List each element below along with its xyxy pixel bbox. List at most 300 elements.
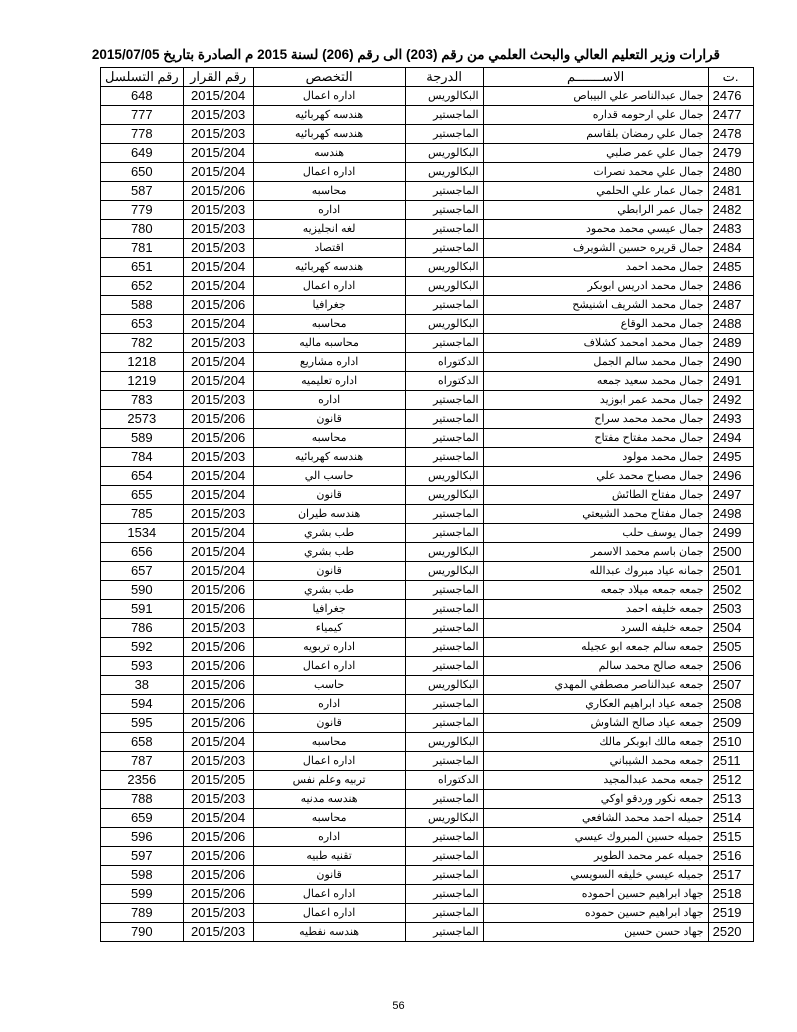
cell-decision: 2015/204: [183, 733, 253, 752]
cell-seq: 1534: [101, 524, 184, 543]
cell-name: جمعه مالك ابوبكر مالك: [483, 733, 708, 752]
cell-specialty: اداره تربويه: [253, 638, 405, 657]
cell-degree: الماجستير: [405, 429, 483, 448]
cell-num: 2487: [708, 296, 753, 315]
cell-degree: الماجستير: [405, 581, 483, 600]
cell-seq: 790: [101, 923, 184, 942]
cell-name: جمال علي رمضان بلقاسم: [483, 125, 708, 144]
cell-specialty: جغرافيا: [253, 600, 405, 619]
cell-name: جهاد ابراهيم حسين حموده: [483, 904, 708, 923]
cell-specialty: محاسبه: [253, 429, 405, 448]
cell-num: 2485: [708, 258, 753, 277]
header-specialty: التخصص: [253, 68, 405, 87]
cell-name: جمعه خليفه السرد: [483, 619, 708, 638]
cell-seq: 785: [101, 505, 184, 524]
cell-decision: 2015/204: [183, 562, 253, 581]
cell-name: جمال عمار علي الحلمي: [483, 182, 708, 201]
cell-seq: 587: [101, 182, 184, 201]
table-row: [101, 201, 754, 220]
table-row: [101, 182, 754, 201]
cell-num: 2480: [708, 163, 753, 182]
cell-decision: 2015/203: [183, 790, 253, 809]
cell-degree: الماجستير: [405, 106, 483, 125]
cell-name: جمال محمد ادريس ابوبكر: [483, 277, 708, 296]
cell-num: 2498: [708, 505, 753, 524]
cell-decision: 2015/206: [183, 410, 253, 429]
cell-specialty: اداره اعمال: [253, 885, 405, 904]
cell-specialty: محاسبه: [253, 315, 405, 334]
table-row: [101, 847, 754, 866]
cell-seq: 599: [101, 885, 184, 904]
cell-num: 2497: [708, 486, 753, 505]
cell-seq: 784: [101, 448, 184, 467]
cell-degree: الماجستير: [405, 220, 483, 239]
cell-specialty: اداره اعمال: [253, 904, 405, 923]
cell-num: 2496: [708, 467, 753, 486]
table-row: [101, 486, 754, 505]
cell-name: جمال محمد احمد: [483, 258, 708, 277]
cell-name: جمعه خليفه احمد: [483, 600, 708, 619]
cell-seq: 781: [101, 239, 184, 258]
cell-name: جمعه عبدالناصر مصطفي المهدي: [483, 676, 708, 695]
cell-name: جمال علي محمد نصرات: [483, 163, 708, 182]
cell-specialty: طب بشري: [253, 581, 405, 600]
cell-num: 2500: [708, 543, 753, 562]
cell-name: جمال محمد امحمد كشلاف: [483, 334, 708, 353]
cell-name: جمال قريره حسين الشويرف: [483, 239, 708, 258]
table-row: [101, 163, 754, 182]
table-row: [101, 904, 754, 923]
cell-specialty: هندسه كهربائيه: [253, 448, 405, 467]
cell-decision: 2015/204: [183, 258, 253, 277]
cell-decision: 2015/203: [183, 220, 253, 239]
cell-seq: 657: [101, 562, 184, 581]
cell-num: 2506: [708, 657, 753, 676]
cell-degree: الماجستير: [405, 391, 483, 410]
table-body: [101, 87, 754, 942]
table-row: [101, 87, 754, 106]
cell-degree: البكالوريس: [405, 486, 483, 505]
cell-decision: 2015/204: [183, 277, 253, 296]
cell-degree: الماجستير: [405, 505, 483, 524]
cell-name: جمال محمد الوقاع: [483, 315, 708, 334]
cell-seq: 598: [101, 866, 184, 885]
cell-num: 2492: [708, 391, 753, 410]
cell-degree: الماجستير: [405, 790, 483, 809]
cell-specialty: اداره اعمال: [253, 163, 405, 182]
table-row: [101, 866, 754, 885]
cell-seq: 2573: [101, 410, 184, 429]
cell-seq: 588: [101, 296, 184, 315]
cell-name: جميله احمد محمد الشافعي: [483, 809, 708, 828]
table-row: [101, 125, 754, 144]
cell-num: 2516: [708, 847, 753, 866]
cell-seq: 782: [101, 334, 184, 353]
cell-name: جمال محمد الشريف اشنيشح: [483, 296, 708, 315]
cell-num: 2481: [708, 182, 753, 201]
cell-decision: 2015/203: [183, 752, 253, 771]
cell-degree: الماجستير: [405, 125, 483, 144]
cell-seq: 652: [101, 277, 184, 296]
cell-decision: 2015/203: [183, 201, 253, 220]
cell-specialty: قانون: [253, 866, 405, 885]
cell-name: جمعه سالم جمعه ابو عجيله: [483, 638, 708, 657]
cell-specialty: هندسه كهربائيه: [253, 258, 405, 277]
table-row: [101, 334, 754, 353]
cell-specialty: محاسبه ماليه: [253, 334, 405, 353]
cell-specialty: هندسه كهربائيه: [253, 125, 405, 144]
cell-name: جمال مفتاح الطائش: [483, 486, 708, 505]
cell-decision: 2015/203: [183, 106, 253, 125]
cell-decision: 2015/204: [183, 144, 253, 163]
cell-seq: 780: [101, 220, 184, 239]
cell-specialty: اداره اعمال: [253, 87, 405, 106]
cell-degree: الماجستير: [405, 866, 483, 885]
cell-num: 2491: [708, 372, 753, 391]
cell-degree: البكالوريس: [405, 277, 483, 296]
cell-name: جمعه صالح محمد سالم: [483, 657, 708, 676]
cell-name: جمعه جمعه ميلاد جمعه: [483, 581, 708, 600]
cell-degree: البكالوريس: [405, 733, 483, 752]
cell-degree: الماجستير: [405, 657, 483, 676]
cell-decision: 2015/203: [183, 505, 253, 524]
cell-name: جهاد ابراهيم حسين احموده: [483, 885, 708, 904]
cell-degree: الماجستير: [405, 885, 483, 904]
cell-num: 2510: [708, 733, 753, 752]
cell-seq: 596: [101, 828, 184, 847]
table-row: [101, 524, 754, 543]
cell-decision: 2015/204: [183, 87, 253, 106]
cell-degree: الماجستير: [405, 334, 483, 353]
table-row: [101, 144, 754, 163]
cell-name: جمال محمد سعيد جمعه: [483, 372, 708, 391]
cell-num: 2505: [708, 638, 753, 657]
cell-specialty: اداره: [253, 695, 405, 714]
header-degree: الدرجة: [405, 68, 483, 87]
cell-name: جهاد حسن حسين: [483, 923, 708, 942]
table-row: [101, 752, 754, 771]
cell-num: 2509: [708, 714, 753, 733]
cell-decision: 2015/206: [183, 638, 253, 657]
table-row: [101, 695, 754, 714]
cell-decision: 2015/206: [183, 182, 253, 201]
cell-specialty: جغرافيا: [253, 296, 405, 315]
cell-num: 2499: [708, 524, 753, 543]
cell-seq: 1219: [101, 372, 184, 391]
cell-specialty: هندسه طيران: [253, 505, 405, 524]
cell-name: جمال عيسي محمد محمود: [483, 220, 708, 239]
header-num: ت.: [708, 68, 753, 87]
cell-seq: 656: [101, 543, 184, 562]
table-row: [101, 277, 754, 296]
cell-name: جمان باسم محمد الاسمر: [483, 543, 708, 562]
cell-specialty: هندسه: [253, 144, 405, 163]
cell-seq: 658: [101, 733, 184, 752]
cell-degree: البكالوريس: [405, 87, 483, 106]
cell-decision: 2015/204: [183, 809, 253, 828]
cell-specialty: طب بشري: [253, 524, 405, 543]
cell-name: جميله عمر محمد الطوير: [483, 847, 708, 866]
cell-degree: البكالوريس: [405, 144, 483, 163]
cell-degree: الماجستير: [405, 695, 483, 714]
cell-decision: 2015/205: [183, 771, 253, 790]
table-row: [101, 676, 754, 695]
cell-seq: 590: [101, 581, 184, 600]
table-row: [101, 220, 754, 239]
table-row: [101, 790, 754, 809]
cell-degree: الماجستير: [405, 239, 483, 258]
cell-num: 2511: [708, 752, 753, 771]
cell-seq: 1218: [101, 353, 184, 372]
cell-num: 2508: [708, 695, 753, 714]
cell-specialty: قانون: [253, 410, 405, 429]
table-row: [101, 372, 754, 391]
table-row: [101, 885, 754, 904]
cell-num: 2486: [708, 277, 753, 296]
cell-seq: 38: [101, 676, 184, 695]
cell-degree: البكالوريس: [405, 543, 483, 562]
page-title: قرارات وزير التعليم العالي والبحث العلمي من رقم (203) الى رقم (206) لسنة 2015 م الصادرة بتاريخ 2015/07/05: [91, 47, 720, 62]
table-row: [101, 505, 754, 524]
cell-decision: 2015/206: [183, 429, 253, 448]
cell-specialty: هندسه نفطيه: [253, 923, 405, 942]
cell-name: جمعه محمد عبدالمجيد: [483, 771, 708, 790]
cell-name: جمال مفتاح محمد الشيعتي: [483, 505, 708, 524]
cell-seq: 655: [101, 486, 184, 505]
cell-num: 2512: [708, 771, 753, 790]
cell-name: جمعه عياد صالح الشاوش: [483, 714, 708, 733]
cell-decision: 2015/206: [183, 695, 253, 714]
cell-name: جمانه عياد مبروك عبدالله: [483, 562, 708, 581]
cell-seq: 788: [101, 790, 184, 809]
cell-num: 2507: [708, 676, 753, 695]
table-row: [101, 429, 754, 448]
cell-decision: 2015/204: [183, 543, 253, 562]
cell-degree: الماجستير: [405, 600, 483, 619]
cell-decision: 2015/206: [183, 676, 253, 695]
cell-degree: الدكتوراه: [405, 353, 483, 372]
cell-degree: الماجستير: [405, 714, 483, 733]
cell-num: 2517: [708, 866, 753, 885]
cell-name: جميله حسين المبروك عيسي: [483, 828, 708, 847]
cell-decision: 2015/204: [183, 372, 253, 391]
cell-specialty: اداره اعمال: [253, 277, 405, 296]
cell-specialty: تربيه وعلم نفس: [253, 771, 405, 790]
cell-decision: 2015/203: [183, 334, 253, 353]
cell-seq: 650: [101, 163, 184, 182]
cell-num: 2478: [708, 125, 753, 144]
table-row: [101, 258, 754, 277]
cell-specialty: اداره: [253, 201, 405, 220]
cell-seq: 649: [101, 144, 184, 163]
cell-seq: 777: [101, 106, 184, 125]
cell-degree: الماجستير: [405, 182, 483, 201]
header-decision: رقم القرار: [183, 68, 253, 87]
cell-seq: 779: [101, 201, 184, 220]
table-row: [101, 809, 754, 828]
cell-name: جمعه نكور وردقو اوكي: [483, 790, 708, 809]
table-row: [101, 581, 754, 600]
cell-degree: الماجستير: [405, 923, 483, 942]
cell-seq: 591: [101, 600, 184, 619]
cell-decision: 2015/206: [183, 657, 253, 676]
cell-specialty: لغه انجليزيه: [253, 220, 405, 239]
cell-seq: 659: [101, 809, 184, 828]
cell-num: 2494: [708, 429, 753, 448]
cell-num: 2519: [708, 904, 753, 923]
cell-decision: 2015/204: [183, 524, 253, 543]
cell-degree: البكالوريس: [405, 562, 483, 581]
cell-decision: 2015/203: [183, 904, 253, 923]
cell-decision: 2015/203: [183, 448, 253, 467]
cell-decision: 2015/206: [183, 714, 253, 733]
cell-num: 2484: [708, 239, 753, 258]
cell-seq: 589: [101, 429, 184, 448]
cell-degree: البكالوريس: [405, 809, 483, 828]
cell-degree: البكالوريس: [405, 467, 483, 486]
cell-seq: 594: [101, 695, 184, 714]
cell-specialty: اداره: [253, 391, 405, 410]
cell-name: جمال محمد مولود: [483, 448, 708, 467]
table-row: [101, 600, 754, 619]
cell-decision: 2015/206: [183, 885, 253, 904]
cell-seq: 593: [101, 657, 184, 676]
cell-degree: الماجستير: [405, 619, 483, 638]
table-row: [101, 296, 754, 315]
cell-specialty: حاسب: [253, 676, 405, 695]
table-row: [101, 771, 754, 790]
table-row: [101, 353, 754, 372]
table-row: [101, 467, 754, 486]
cell-degree: الماجستير: [405, 638, 483, 657]
cell-decision: 2015/203: [183, 923, 253, 942]
table-row: [101, 410, 754, 429]
cell-degree: البكالوريس: [405, 258, 483, 277]
cell-num: 2477: [708, 106, 753, 125]
cell-degree: الماجستير: [405, 201, 483, 220]
cell-seq: 783: [101, 391, 184, 410]
table-row: [101, 828, 754, 847]
cell-degree: الدكتوراه: [405, 372, 483, 391]
cell-name: جمال محمد سالم الجمل: [483, 353, 708, 372]
cell-specialty: هندسه كهربائيه: [253, 106, 405, 125]
cell-name: جمال محمد محمد سراح: [483, 410, 708, 429]
cell-decision: 2015/203: [183, 391, 253, 410]
cell-num: 2520: [708, 923, 753, 942]
cell-specialty: محاسبه: [253, 809, 405, 828]
cell-specialty: محاسبه: [253, 733, 405, 752]
cell-specialty: هندسه مدنيه: [253, 790, 405, 809]
cell-degree: البكالوريس: [405, 163, 483, 182]
cell-degree: الماجستير: [405, 904, 483, 923]
cell-decision: 2015/204: [183, 486, 253, 505]
decisions-table: [100, 67, 754, 942]
cell-decision: 2015/206: [183, 296, 253, 315]
cell-decision: 2015/206: [183, 581, 253, 600]
cell-decision: 2015/204: [183, 163, 253, 182]
table-row: [101, 562, 754, 581]
cell-num: 2501: [708, 562, 753, 581]
cell-name: جمال محمد مفتاح مفتاح: [483, 429, 708, 448]
cell-name: جمعه محمد الشيباني: [483, 752, 708, 771]
cell-specialty: اداره مشاريع: [253, 353, 405, 372]
cell-specialty: اداره اعمال: [253, 657, 405, 676]
cell-specialty: تقنيه طبيه: [253, 847, 405, 866]
table-header-row: [101, 68, 754, 87]
cell-decision: 2015/203: [183, 125, 253, 144]
table-row: [101, 448, 754, 467]
cell-decision: 2015/203: [183, 239, 253, 258]
cell-seq: 778: [101, 125, 184, 144]
cell-seq: 651: [101, 258, 184, 277]
table-row: [101, 391, 754, 410]
cell-num: 2489: [708, 334, 753, 353]
cell-num: 2490: [708, 353, 753, 372]
cell-seq: 786: [101, 619, 184, 638]
cell-specialty: اداره تعليميه: [253, 372, 405, 391]
table-row: [101, 638, 754, 657]
cell-num: 2479: [708, 144, 753, 163]
cell-degree: الماجستير: [405, 410, 483, 429]
cell-specialty: حاسب الي: [253, 467, 405, 486]
page-number: 56: [392, 1000, 405, 1012]
cell-name: جميله عيسي خليفه السويسي: [483, 866, 708, 885]
cell-name: جمال يوسف حلب: [483, 524, 708, 543]
cell-decision: 2015/206: [183, 600, 253, 619]
cell-seq: 653: [101, 315, 184, 334]
cell-num: 2493: [708, 410, 753, 429]
table-row: [101, 923, 754, 942]
cell-seq: 595: [101, 714, 184, 733]
table-row: [101, 714, 754, 733]
cell-num: 2513: [708, 790, 753, 809]
cell-seq: 597: [101, 847, 184, 866]
header-name: الاســـــــم: [483, 68, 708, 87]
cell-degree: البكالوريس: [405, 676, 483, 695]
cell-seq: 592: [101, 638, 184, 657]
cell-num: 2502: [708, 581, 753, 600]
table-row: [101, 543, 754, 562]
cell-specialty: طب بشري: [253, 543, 405, 562]
cell-name: جمال محمد عمر ابوزيد: [483, 391, 708, 410]
header-seq: رقم التسلسل: [101, 68, 184, 87]
cell-name: جمال مصباح محمد علي: [483, 467, 708, 486]
cell-num: 2482: [708, 201, 753, 220]
cell-specialty: اداره اعمال: [253, 752, 405, 771]
table-row: [101, 619, 754, 638]
cell-degree: الماجستير: [405, 524, 483, 543]
cell-num: 2488: [708, 315, 753, 334]
cell-specialty: اقتصاد: [253, 239, 405, 258]
cell-num: 2503: [708, 600, 753, 619]
cell-decision: 2015/206: [183, 847, 253, 866]
cell-degree: الماجستير: [405, 828, 483, 847]
cell-specialty: اداره: [253, 828, 405, 847]
cell-name: جمعه عياد ابراهيم العكاري: [483, 695, 708, 714]
cell-specialty: قانون: [253, 562, 405, 581]
cell-seq: 789: [101, 904, 184, 923]
cell-degree: الماجستير: [405, 296, 483, 315]
cell-num: 2515: [708, 828, 753, 847]
cell-decision: 2015/204: [183, 467, 253, 486]
cell-specialty: محاسبه: [253, 182, 405, 201]
cell-degree: الماجستير: [405, 847, 483, 866]
cell-seq: 787: [101, 752, 184, 771]
cell-decision: 2015/206: [183, 866, 253, 885]
cell-seq: 2356: [101, 771, 184, 790]
cell-degree: الماجستير: [405, 448, 483, 467]
cell-name: جمال علي ارحومه قداره: [483, 106, 708, 125]
